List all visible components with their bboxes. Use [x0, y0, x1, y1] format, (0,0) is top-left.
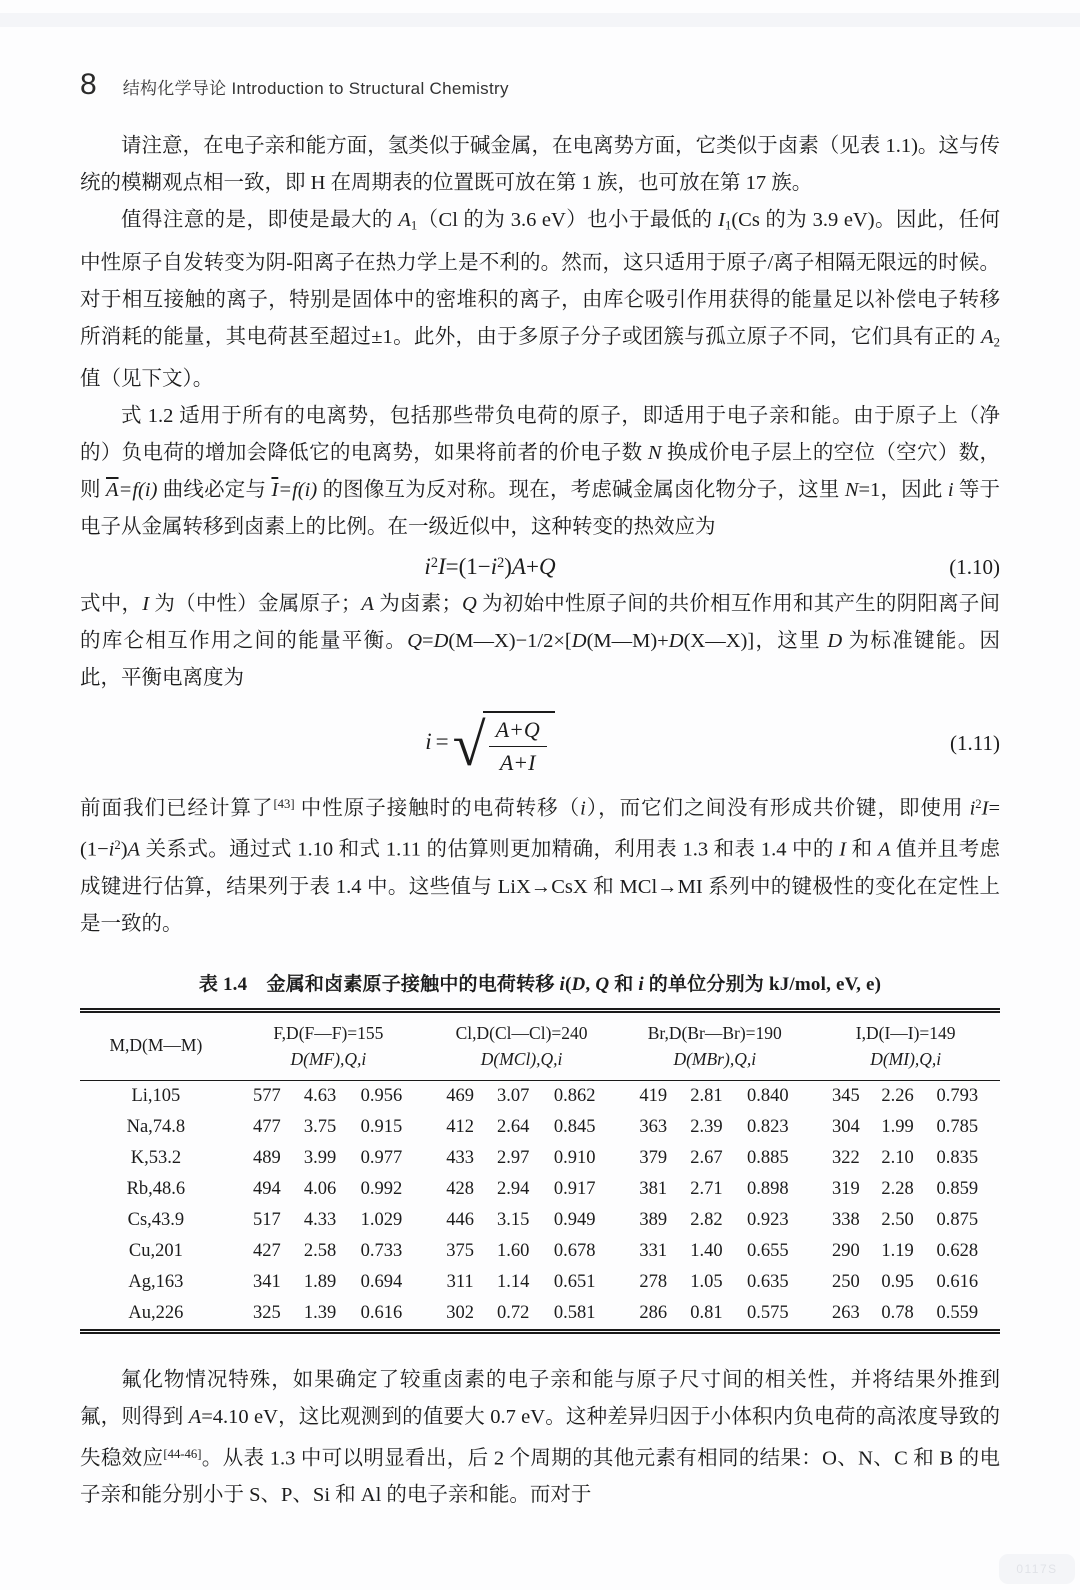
text-segment: 为初始中性原子间的共价相互作用和其产生的阴阳离子间的库仑相互作用之间的能量平衡。: [80, 593, 1001, 653]
row-values-cell: [811, 1174, 1000, 1205]
col-header-line2: D(MF),Q,i: [290, 1048, 367, 1069]
row-metal-label: Li,105: [131, 1085, 181, 1106]
equation-1-10: [80, 554, 1000, 580]
row-metal-label: Cs,43.9: [127, 1209, 185, 1230]
text-segment: i: [947, 479, 954, 502]
col-header-line2: D(MI),Q,i: [870, 1048, 942, 1069]
row-values-cell: [425, 1143, 618, 1174]
table-value: 0.793: [936, 1085, 979, 1106]
row-metal-label: Cu,201: [128, 1240, 183, 1261]
text-segment: A: [877, 838, 891, 861]
text-segment: I: [839, 838, 847, 861]
table-row: [80, 1143, 1000, 1174]
equation-1-10-body: [80, 554, 900, 580]
table-row: [80, 1236, 1000, 1267]
row-values-cell: [425, 1080, 618, 1112]
table-value: 0.917: [553, 1178, 596, 1199]
table-value: 3.07: [497, 1085, 530, 1106]
paragraph-3: [80, 398, 1000, 546]
table-value: 0.678: [553, 1240, 596, 1261]
text-segment: D: [668, 630, 684, 653]
table-value: 2.39: [690, 1116, 723, 1137]
table-value: 0.785: [936, 1116, 979, 1137]
text-segment: ): [120, 838, 128, 861]
text-segment: 等于电子从金属转移到卤素上的比例。在一级近似中，这种转变的热效应为: [80, 479, 1001, 539]
table-value: 1.89: [303, 1271, 337, 1292]
paragraph-1: [80, 128, 1000, 202]
text-segment: I: [981, 797, 989, 820]
table-value: 2.81: [690, 1085, 723, 1106]
table-value: 0.655: [747, 1240, 789, 1261]
text-segment: (: [564, 973, 572, 995]
text-segment: 请注意，在电子亲和能方面，氢类似于碱金属，在电离势方面，它类似于卤素（见表 1.1)。这与传统的模糊观点相一致，即 H 在周期表的位置既可放在第 1 族，也可放在第 17 族。: [80, 135, 1000, 194]
scan-artifact-band: [0, 13, 1080, 27]
text-segment: A: [127, 838, 141, 861]
text-segment: Q: [595, 973, 610, 995]
text-segment: ,: [585, 973, 596, 995]
row-values-cell: [232, 1298, 425, 1332]
table-value: 0.628: [936, 1240, 979, 1261]
col-header-fluorine: [232, 1010, 425, 1080]
text-segment: A: [361, 593, 374, 616]
col-header-metal: M,D(M—M): [80, 1010, 232, 1080]
row-values-cell: [811, 1267, 1000, 1298]
text-segment: 2: [497, 554, 505, 571]
row-values-cell: [425, 1236, 618, 1267]
table-value: 0.859: [936, 1178, 979, 1199]
row-metal-label: Na,74.8: [126, 1116, 186, 1137]
equation-lhs: i: [425, 728, 432, 754]
text-segment: A: [981, 325, 994, 348]
col-header-line1: F,D(F—F)=155: [273, 1022, 384, 1043]
table-value: 363: [639, 1116, 668, 1137]
equation-1-10-number: (1.10): [949, 554, 1000, 579]
table-value: 0.862: [553, 1085, 596, 1106]
table-value: 469: [446, 1085, 474, 1106]
text-segment: i: [424, 554, 431, 580]
table-value: 4.63: [303, 1085, 337, 1106]
col-header-iodine: [811, 1010, 1000, 1080]
col-header-line1: Br,D(Br—Br)=190: [647, 1022, 782, 1043]
table-value: 1.14: [497, 1271, 530, 1292]
table-value: 0.898: [747, 1178, 789, 1199]
text-segment: 2: [430, 554, 438, 571]
square-root: [452, 711, 555, 779]
table-value: 381: [639, 1178, 668, 1199]
row-values-cell: [811, 1080, 1000, 1112]
row-values-cell: [232, 1205, 425, 1236]
text-segment: 1: [724, 218, 732, 233]
table-value: 1.39: [303, 1302, 337, 1323]
row-values-cell: [811, 1143, 1000, 1174]
text-segment: D: [571, 630, 587, 653]
table-value: 0.575: [747, 1302, 789, 1323]
table-value: 0.616: [360, 1302, 403, 1323]
row-values-cell: [618, 1298, 811, 1332]
text-segment: $\overline{A}$: [106, 479, 119, 502]
text-segment: I: [718, 209, 725, 231]
row-values-cell: [811, 1236, 1000, 1267]
table-value: 278: [639, 1271, 668, 1292]
table-caption: [80, 969, 1000, 996]
table-value: 0.915: [360, 1116, 403, 1137]
text-segment: 和: [609, 973, 639, 995]
table-value: 489: [253, 1147, 281, 1168]
row-values-cell: [618, 1174, 811, 1205]
table-value: 319: [831, 1178, 860, 1199]
table-value: 0.992: [360, 1178, 403, 1199]
text-segment: i: [580, 797, 586, 820]
table-value: 1.40: [690, 1240, 723, 1261]
table-value: 0.694: [360, 1271, 403, 1292]
text-segment: 换成价电子层上的空位（空穴）数，则: [80, 442, 1000, 502]
text-segment: 曲线必定与: [157, 479, 272, 502]
table-value: 375: [446, 1240, 474, 1261]
table-value: 428: [446, 1178, 474, 1199]
text-segment: 和: [846, 838, 878, 861]
table-value: 0.885: [747, 1147, 789, 1168]
col-header-chlorine: [425, 1010, 618, 1080]
text-segment: (Cs 的为 3.9 eV)。因此，任何中性原子自发转变为阴-阳离子在热力学上是不利的。然而，这只适用于原子/离子相隔无限远的时候。对于相互接触的离子，特别是固体中的密堆积的离子，由库仑吸引作用获得的能量足以补偿电子转移所消耗的能量，其电荷甚至超过±1。此外，由于多原子分子或团簇与孤立原子不同，它们具有正的: [80, 209, 1000, 348]
row-values-cell: [618, 1080, 811, 1112]
table-row: [80, 1298, 1000, 1332]
table-value: 2.64: [497, 1116, 530, 1137]
text-segment: Q: [538, 554, 556, 580]
text-segment: 1: [410, 218, 418, 233]
paragraph-4: [80, 586, 1000, 697]
row-values-cell: [232, 1174, 425, 1205]
table-value: 2.50: [881, 1209, 914, 1230]
row-values-cell: [232, 1267, 425, 1298]
row-metal-label: Ag,163: [128, 1271, 184, 1292]
text-segment: 式 1.2 适用于所有的电离势，包括那些带负电荷的原子，即适用于电子亲和能。由于原子上（净的）负电荷的增加会降低它的电离势，如果将前者的价电子数: [80, 405, 1000, 465]
text-segment: N: [647, 442, 662, 465]
text-segment: 。从表 1.3 中可以明显看出，后 2 个周期的其他元素有相同的结果：O、N、C 和 B 的电子亲和能分别小于 S、P、Si 和 Al 的电子亲和能。而对于: [80, 1447, 1000, 1507]
row-values-cell: [811, 1112, 1000, 1143]
paragraph-5: [80, 786, 1000, 943]
table-header: [80, 1010, 1000, 1080]
table-value: 1.029: [360, 1209, 403, 1230]
text-segment: （Cl 的为 3.6 eV）也小于最低的: [417, 209, 719, 231]
table-value: 0.956: [360, 1085, 403, 1106]
table-value: 0.835: [936, 1147, 979, 1168]
text-segment: ），而它们之间没有形成共价键，即使用: [585, 797, 970, 820]
row-values-cell: [618, 1236, 811, 1267]
text-segment: [44-46]: [163, 1446, 202, 1461]
row-values-cell: [232, 1112, 425, 1143]
table-value: 0.840: [747, 1085, 789, 1106]
table-value: 419: [639, 1085, 668, 1106]
row-values-cell: [425, 1174, 618, 1205]
text-segment: N: [844, 479, 859, 502]
text-segment: =4.10 eV，这比观测到的值要大 0.7 eV。这种差异归因于小体积内负电荷的高浓度导致的失稳效应: [80, 1405, 1000, 1470]
table-value: 3.75: [303, 1116, 337, 1137]
table-value: 2.28: [881, 1178, 914, 1199]
text-segment: 关系式。通过式 1.10 和式 1.11 的估算则更加精确，利用表 1.3 和表 1.4 中的: [140, 838, 840, 861]
equation-1-11: [80, 711, 1000, 779]
table-value: 0.81: [690, 1302, 723, 1323]
text-segment: 的图像互为反对称。现在，考虑碱金属卤化物分子，这里: [317, 479, 845, 502]
row-values-cell: [232, 1143, 425, 1174]
row-values-cell: [425, 1267, 618, 1298]
text-segment: ): [504, 554, 512, 580]
text-segment: 表 1.4 金属和卤素原子接触中的电荷转移: [198, 973, 560, 995]
table-value: 3.99: [303, 1147, 337, 1168]
row-values-cell: [618, 1267, 811, 1298]
text-segment: =: [422, 630, 434, 653]
fraction: [489, 716, 547, 776]
text-segment: =(1−: [80, 797, 1001, 861]
table-value: 0.845: [553, 1116, 596, 1137]
paragraph-6: [80, 1362, 1000, 1514]
table-value: 345: [831, 1085, 860, 1106]
row-values-cell: [811, 1205, 1000, 1236]
table-value: 0.910: [553, 1147, 596, 1168]
text-segment: 值并且考虑成键进行估算，结果列于表 1.4 中。这些值与 LiX→CsX 和 MCl→MI 系列中的键极性的变化在定性上是一致的。: [80, 838, 1001, 935]
table-value: 1.60: [497, 1240, 530, 1261]
fraction-denominator: A+I: [499, 749, 536, 775]
table-value: 250: [831, 1271, 860, 1292]
data-table: [80, 1008, 1000, 1334]
table-value: 325: [253, 1302, 281, 1323]
table-value: 311: [446, 1271, 474, 1292]
row-metal-label: K,53.2: [130, 1147, 182, 1168]
row-values-cell: [618, 1205, 811, 1236]
table-value: 2.82: [690, 1209, 723, 1230]
table-value: 0.733: [360, 1240, 403, 1261]
table-value: 2.26: [881, 1085, 914, 1106]
table-value: 0.651: [553, 1271, 596, 1292]
table-value: 322: [831, 1147, 860, 1168]
paragraph-2: [80, 202, 1000, 398]
fraction-numerator: A+Q: [489, 716, 547, 747]
table-value: 290: [831, 1240, 860, 1261]
text-segment: (X—X)]，这里: [683, 630, 828, 653]
table-value: 1.99: [881, 1116, 914, 1137]
text-segment: 为卤素；: [373, 593, 462, 616]
text-segment: 式中，: [80, 593, 143, 616]
row-values-cell: [618, 1143, 811, 1174]
table-value: 379: [639, 1147, 668, 1168]
table-value: 1.05: [690, 1271, 723, 1292]
table-row: [80, 1267, 1000, 1298]
text-segment: 值得注意的是，即使是最大的: [121, 209, 399, 231]
text-segment: (M—M)+: [586, 630, 669, 653]
table-row: [80, 1205, 1000, 1236]
table-value: 286: [639, 1302, 668, 1323]
table-value: 3.15: [497, 1209, 530, 1230]
table-value: 0.78: [881, 1302, 914, 1323]
text-segment: i: [969, 797, 976, 820]
table-value: 2.97: [497, 1147, 530, 1168]
sqrt-radicand: [483, 711, 555, 776]
text-segment: +: [525, 554, 539, 580]
table-value: 0.823: [747, 1116, 789, 1137]
text-segment: i: [559, 973, 565, 995]
equation-1-11-number: (1.11): [950, 731, 1000, 756]
text-segment: =f(i): [278, 479, 318, 502]
table-row: [80, 1112, 1000, 1143]
table-value: 1.19: [881, 1240, 914, 1261]
text-segment: Q: [461, 593, 477, 616]
text-segment: 值（见下文）。: [80, 368, 214, 391]
text-segment: D: [571, 973, 586, 995]
table-body: [80, 1080, 1000, 1331]
text-segment: i: [638, 973, 644, 995]
table-value: 0.72: [497, 1302, 530, 1323]
watermark-text: 0117S: [1016, 1562, 1058, 1576]
table-value: 2.94: [497, 1178, 530, 1199]
text-segment: 的单位分别为 kJ/mol, eV, e): [643, 973, 882, 995]
table-value: 0.616: [936, 1271, 979, 1292]
table-value: 2.67: [690, 1147, 723, 1168]
table-value: 2.71: [690, 1178, 723, 1199]
text-segment: 前面我们已经计算了: [80, 797, 274, 820]
text-segment: 2: [114, 838, 121, 853]
text-segment: D: [827, 630, 843, 653]
table-value: 0.559: [936, 1302, 979, 1323]
text-segment: =1，因此: [858, 479, 948, 502]
text-segment: Q: [407, 630, 423, 653]
table-value: 0.581: [553, 1302, 596, 1323]
table-value: 0.635: [747, 1271, 789, 1292]
row-values-cell: [425, 1298, 618, 1332]
table-value: 494: [253, 1178, 281, 1199]
text-segment: I: [142, 593, 150, 616]
table-value: 446: [446, 1209, 474, 1230]
table-value: 2.58: [303, 1240, 337, 1261]
page-number: 8: [80, 68, 97, 101]
text-segment: D: [433, 630, 449, 653]
table-value: 0.923: [747, 1209, 789, 1230]
table-value: 0.977: [360, 1147, 403, 1168]
table-value: 4.33: [303, 1209, 337, 1230]
row-values-cell: [232, 1080, 425, 1112]
equals-sign: =: [435, 728, 449, 754]
table-value: 302: [446, 1302, 474, 1323]
col-header-bromine: [618, 1010, 811, 1080]
row-values-cell: [618, 1112, 811, 1143]
table-row: [80, 1174, 1000, 1205]
row-metal-label: Au,226: [128, 1302, 184, 1323]
row-values-cell: [232, 1236, 425, 1267]
table-value: 338: [831, 1209, 860, 1230]
text-segment: A: [188, 1405, 202, 1428]
row-values-cell: [811, 1298, 1000, 1332]
text-segment: i: [108, 838, 115, 861]
col-header-line1: Cl,D(Cl—Cl)=240: [455, 1022, 588, 1043]
text-segment: [43]: [273, 797, 295, 812]
text-segment: A: [398, 209, 411, 231]
text-segment: 2: [975, 797, 982, 812]
text-segment: 氟化物情况特殊，如果确定了较重卤素的电子亲和能与原子尺寸间的相关性，并将结果外推到氟，则得到: [80, 1368, 1000, 1428]
text-segment: =f(i): [118, 479, 158, 502]
table-value: 263: [831, 1302, 860, 1323]
table-value: 341: [253, 1271, 281, 1292]
text-segment: 中性原子接触时的电荷转移（: [294, 797, 581, 820]
table-value: 0.949: [553, 1209, 596, 1230]
text-segment: 为标准键能。因此，平衡电离度为: [80, 630, 1001, 690]
table-value: 412: [446, 1116, 474, 1137]
table-value: 389: [639, 1209, 668, 1230]
table-value: 577: [253, 1085, 281, 1106]
col-header-line1: I,D(I—I)=149: [855, 1022, 956, 1043]
table-value: 433: [446, 1147, 474, 1168]
table-value: 4.06: [303, 1178, 337, 1199]
text-segment: (M—X)−1/2×[: [448, 630, 572, 653]
text-segment: 为（中性）金属原子；: [149, 593, 362, 616]
table-value: 2.10: [881, 1147, 914, 1168]
table-value: 0.95: [881, 1271, 914, 1292]
text-segment: =(1−: [445, 554, 491, 580]
col-header-line2: D(MCl),Q,i: [480, 1048, 563, 1069]
row-values-cell: [425, 1205, 618, 1236]
watermark-badge: [999, 1554, 1075, 1584]
text-segment: I: [437, 554, 446, 580]
table-value: 304: [831, 1116, 860, 1137]
table-row: [80, 1080, 1000, 1112]
text-segment: $\overline{I}$: [271, 479, 279, 502]
row-metal-label: Rb,48.6: [126, 1178, 186, 1199]
row-values-cell: [425, 1112, 618, 1143]
table-value: 477: [253, 1116, 281, 1137]
text-segment: A: [511, 554, 526, 580]
equation-1-11-body: [80, 711, 900, 779]
table-value: 331: [639, 1240, 668, 1261]
table-value: 427: [253, 1240, 281, 1261]
table-value: 0.875: [936, 1209, 979, 1230]
text-segment: i: [490, 554, 498, 580]
running-title: 结构化学导论 Introduction to Structural Chemistry: [122, 79, 509, 98]
table-value: 517: [253, 1209, 281, 1230]
text-segment: 2: [993, 335, 1000, 350]
col-header-line2: D(MBr),Q,i: [673, 1048, 757, 1069]
sqrt-radical-sign: √: [452, 712, 486, 779]
